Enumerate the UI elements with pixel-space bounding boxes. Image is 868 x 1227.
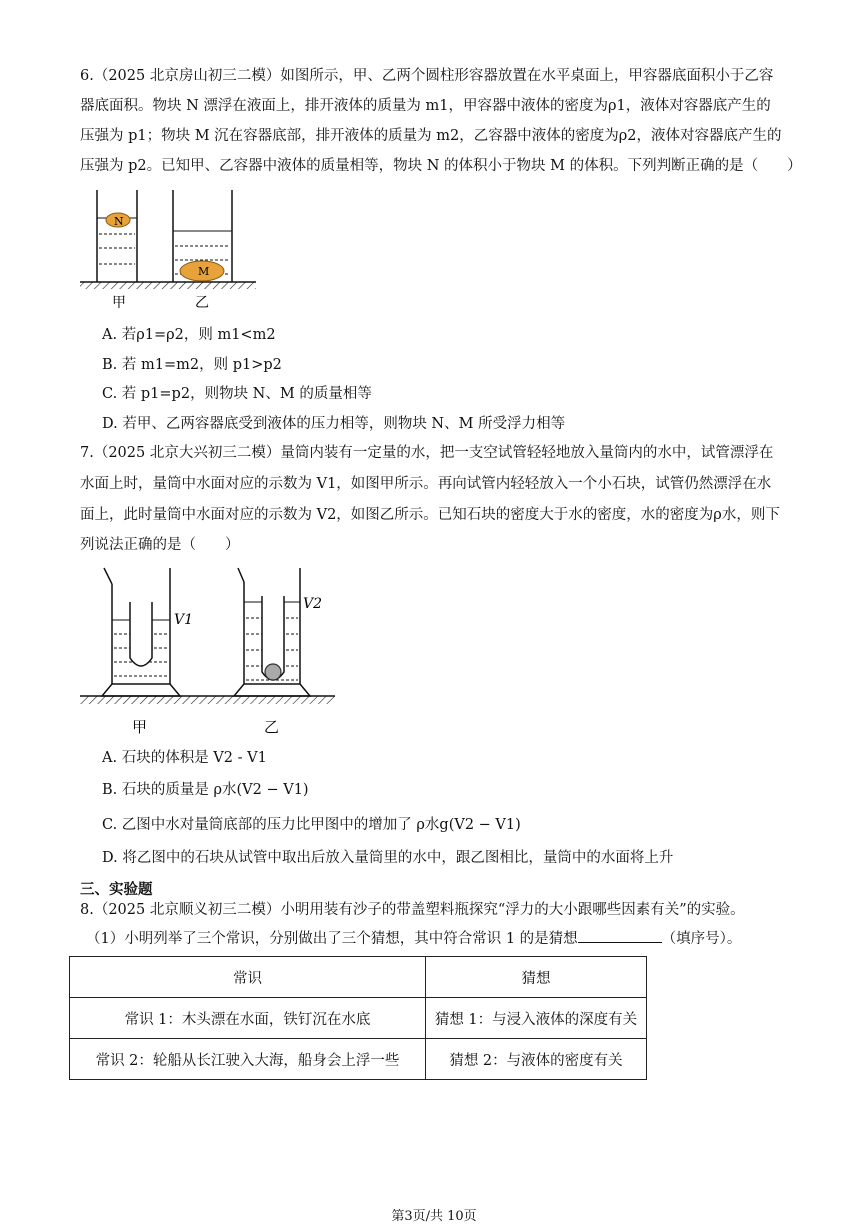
table-header: 猜想 <box>426 957 647 998</box>
q8-line-2 <box>86 928 741 949</box>
q6-option-b: B. 若 m1=m2，则 p1>p2 <box>102 357 282 373</box>
stone <box>265 664 281 680</box>
q7-line-3: 面上，此时量筒中水面对应的示数为 V2，如图乙所示。已知石块的密度大于水的密度，水的密度为ρ水，则下 <box>80 507 780 523</box>
q6-line-2: 器底面积。物块 N 漂浮在液面上，排开液体的质量为 m1，甲容器中液体的密度为ρ1，液体对容器底产生的 <box>80 98 771 114</box>
q7-line-4: 列说法正确的是（ ） <box>80 537 240 553</box>
q8-line-2-text: （1）小明列举了三个常识，分别做出了三个猜想，其中符合常识 1 的是猜想 <box>86 931 578 947</box>
table-cell: 常识 2：轮船从长江驶入大海，船身会上浮一些 <box>70 1039 426 1080</box>
table-header-row <box>70 957 647 998</box>
q6-option-c: C. 若 p1=p2，则物块 N、M 的质量相等 <box>102 386 372 402</box>
ground-hatch <box>80 696 335 704</box>
v2-label: V2 <box>303 596 323 612</box>
cylinder-jia <box>102 568 193 696</box>
block-m-label: M <box>198 265 210 278</box>
table-header: 常识 <box>70 957 426 998</box>
q7-line-1: 7.（2025 北京大兴初三二模）量筒内装有一定量的水，把一支空试管轻轻地放入量筒内的水中，试管漂浮在 <box>80 445 774 461</box>
label-jia: 甲 <box>112 295 126 311</box>
q8-line-1: 8.（2025 北京顺义初三二模）小明用装有沙子的带盖塑料瓶探究“浮力的大小跟哪些因素有关”的实验。 <box>80 902 745 918</box>
q8-line-2-suffix: （填序号）。 <box>661 931 742 947</box>
q7-option-c: C. 乙图中水对量筒底部的压力比甲图中的增加了 ρ水g(V2 − V1) <box>102 817 521 833</box>
block-n-label: N <box>114 215 124 228</box>
q6-option-a: A. 若ρ1=ρ2，则 m1<m2 <box>102 327 276 343</box>
q7-line-2: 水面上时，量筒中水面对应的示数为 V1，如图甲所示。再向试管内轻轻放入一个小石块，试管仍然漂浮在水 <box>80 476 772 492</box>
label-jia: 甲 <box>132 718 148 736</box>
container-jia <box>97 190 137 282</box>
q6-line-1: 6.（2025 北京房山初三二模）如图所示，甲、乙两个圆柱形容器放置在水平桌面上，甲容器底面积小于乙容 <box>80 68 774 84</box>
q6-figure <box>78 186 258 316</box>
q7-figure <box>78 562 340 740</box>
page-footer: 第3页/共 10页 <box>391 1209 477 1224</box>
container-yi <box>173 190 232 282</box>
table-row <box>70 998 647 1039</box>
knowledge-table <box>69 956 647 1080</box>
table-cell: 常识 1：木头漂在水面，铁钉沉在水底 <box>70 998 426 1039</box>
table-row <box>70 1039 647 1080</box>
label-yi: 乙 <box>264 718 280 736</box>
q7-option-d: D. 将乙图中的石块从试管中取出后放入量筒里的水中，跟乙图相比，量筒中的水面将上升 <box>102 850 674 866</box>
cylinder-yi <box>234 568 322 696</box>
answer-blank[interactable] <box>578 928 662 943</box>
test-tube-jia <box>130 602 152 666</box>
section-heading: 三、实验题 <box>80 881 153 898</box>
table-cell: 猜想 2：与液体的密度有关 <box>426 1039 647 1080</box>
q7-option-a: A. 石块的体积是 V2 - V1 <box>102 750 267 766</box>
q7-option-b: B. 石块的质量是 ρ水(V2 − V1) <box>102 782 309 798</box>
q6-line-3: 压强为 p1；物块 M 沉在容器底部，排开液体的质量为 m2，乙容器中液体的密度为ρ2，液体对容器底产生的 <box>80 128 782 144</box>
ground-hatch <box>80 282 256 289</box>
label-yi: 乙 <box>195 295 209 311</box>
q6-option-d: D. 若甲、乙两容器底受到液体的压力相等，则物块 N、M 所受浮力相等 <box>102 416 566 432</box>
q6-line-4: 压强为 p2。已知甲、乙容器中液体的质量相等，物块 N 的体积小于物块 M 的体积。下列判断正确的是（ ） <box>80 158 802 174</box>
v1-label: V1 <box>174 612 194 628</box>
table-cell: 猜想 1：与浸入液体的深度有关 <box>426 998 647 1039</box>
